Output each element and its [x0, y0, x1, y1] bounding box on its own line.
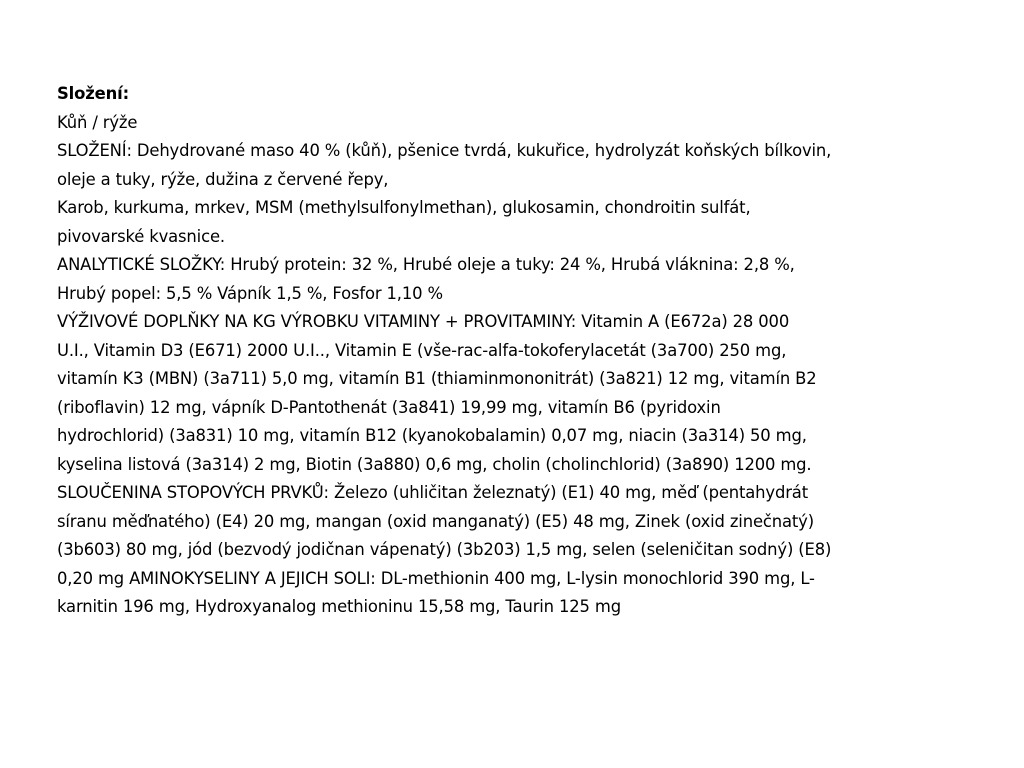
text-line: ANALYTICKÉ SLOŽKY: Hrubý protein: 32 %, Hrubé oleje a tuky: 24 %, Hrubá vláknina: 2,8 %,: [57, 255, 795, 274]
text-line: U.I., Vitamin D3 (E671) 2000 U.I.., Vitamin E (vše-rac-alfa-tokoferylacetát (3a700) 250 mg,: [57, 340, 787, 360]
text-line: karnitin 196 mg, Hydroxyanalog methioninu 15,58 mg, Taurin 125 mg: [57, 597, 621, 616]
text-line: Karob, kurkuma, mrkev, MSM (methylsulfonylmethan), glukosamin, chondroitin sulfát,: [57, 198, 751, 217]
composition-heading: Složení:: [57, 84, 129, 103]
text-line: kyselina listová (3a314) 2 mg, Biotin (3a880) 0,6 mg, cholin (cholinchlorid) (3a890) 1200 mg.: [57, 454, 812, 474]
text-line: hydrochlorid) (3a831) 10 mg, vitamín B12 (kyanokobalamin) 0,07 mg, niacin (3a314) 50 mg,: [57, 426, 807, 445]
text-line: (riboflavin) 12 mg, vápník D-Pantothenát (3a841) 19,99 mg, vitamín B6 (pyridoxin: [57, 397, 721, 417]
text-line: Kůň / rýže: [57, 112, 138, 132]
text-line: (3b603) 80 mg, jód (bezvodý jodičnan vápenatý) (3b203) 1,5 mg, selen (seleničitan sodný) (E8): [57, 540, 832, 559]
composition-text-block: [57, 80, 992, 622]
text-line: Hrubý popel: 5,5 % Vápník 1,5 %, Fosfor 1,10 %: [57, 283, 443, 303]
text-line: VÝŽIVOVÉ DOPLŇKY NA KG VÝROBKU VITAMINY + PROVITAMINY: Vitamin A (E672a) 28 000: [57, 312, 790, 331]
text-line: vitamín K3 (MBN) (3a711) 5,0 mg, vitamín B1 (thiaminmononitrát) (3a821) 12 mg, vitamín B2: [57, 369, 817, 388]
text-line: SLOŽENÍ: Dehydrované maso 40 % (kůň), pšenice tvrdá, kukuřice, hydrolyzát koňských bílkovin,: [57, 141, 832, 160]
text-line: 0,20 mg AMINOKYSELINY A JEJICH SOLI: DL-methionin 400 mg, L-lysin monochlorid 390 mg, L-: [57, 568, 815, 588]
text-line: SLOUČENINA STOPOVÝCH PRVKŮ: Železo (uhličitan železnatý) (E1) 40 mg, měď (pentahydrát: [57, 483, 808, 502]
text-line: síranu měďnatého) (E4) 20 mg, mangan (oxid manganatý) (E5) 48 mg, Zinek (oxid zinečnatý): [57, 511, 814, 531]
text-line: oleje a tuky, rýže, dužina z červené řepy,: [57, 169, 389, 189]
text-line: pivovarské kvasnice.: [57, 226, 225, 246]
